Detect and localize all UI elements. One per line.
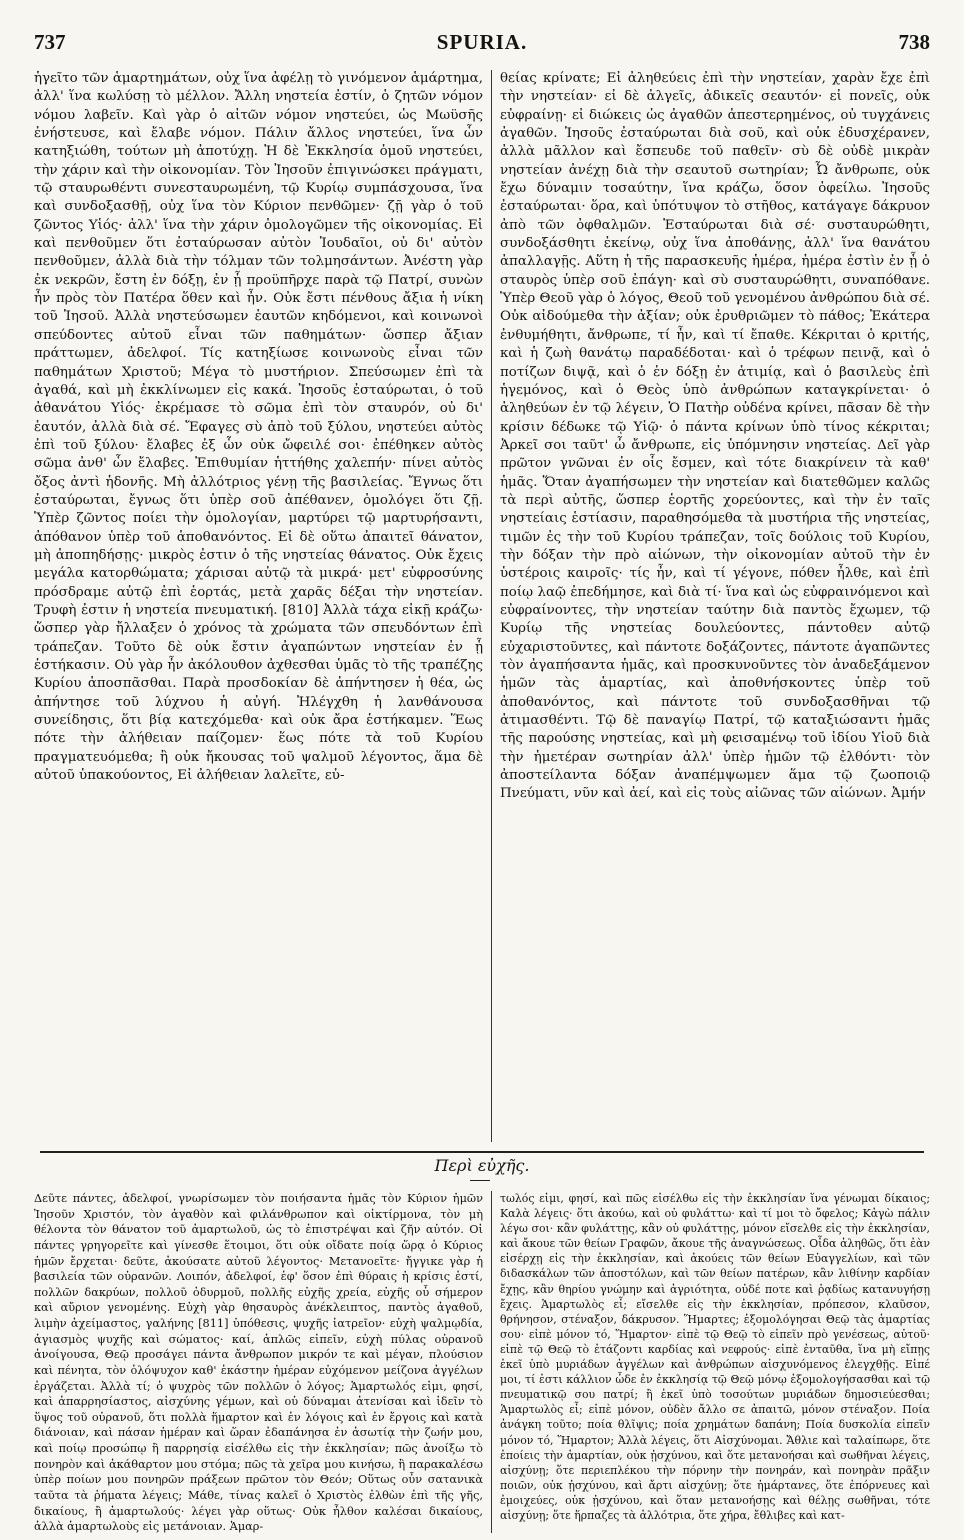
column-rule-lower (491, 1191, 492, 1533)
column-rule-upper (491, 70, 492, 1142)
lower-left-column (34, 1191, 483, 1536)
page-number-right: 738 (898, 30, 930, 54)
upper-left-text: ἡγεῖτο τῶν ἁμαρτημάτων, οὐχ ἵνα ἀφέλῃ τὸ γινόμενον ἁμάρτημα, ἀλλ' ἵνα κωλύσῃ τὸ μέλλον. Ἄλλη νηστεία ἐστίν, ὁ ζητῶν νόμον νόμου λαβεῖν. Καὶ γὰρ ὁ αἰτῶν νόμον νηστεύει, ὡς Μωϋσῆς ἐνήστευσε, καὶ ἔλαβε νόμον. Πάλιν ἄλλος νηστεύει, ἵνα ὧν κατηξιώθη, τούτων μὴ ἀποτύχῃ. Ἡ δὲ Ἐκκλησία ὁμοῦ νηστεύει, τὴν χάριν καὶ τὴν οἰκονομίαν. Τὸν Ἰησοῦν ἐπιγινώσκει πράγματι, τῷ σταυρωθέντι συνεσταυρωμένη, τῷ Κυρίῳ συμπάσχουσα, ἵνα καὶ συνδοξασθῇ, οὐχ ἵνα τὸν Κύριον πενθῶμεν· ζῇ γὰρ ὁ τοῦ ζῶντος Υἱός· ἀλλ' ἵνα τὴν χάριν ὁμολογῶμεν τῆς οἰκονομίας. Εἰ καὶ πενθοῦμεν ὅτι ἐσταύρωσαν αὐτὸν Ἰουδαῖοι, οὐ δι' αὐτὸν πενθοῦμεν, ἀλλὰ διὰ τὴν τόλμαν τῶν τολμησάντων. Ἀνέστη γὰρ ἐκ νεκρῶν, ἔστη ἐν δόξῃ, ἐν ᾗ προϋπῆρχε παρὰ τῷ Πατρί, συνὼν ἦν πρὸς τὸν Πατέρα ὅθεν καὶ ἦν. Οὐκ ἔστι πένθους ἄξια ἡ νίκη τοῦ Ἰησοῦ. Ἀλλὰ νηστεύσωμεν ἑαυτῶν κηδόμενοι, καὶ κοινωνοὶ σπεύδοντες αὐτοῦ εἶναι τῶν παθημάτων· ὥσπερ ἄξιαν πράττωμεν, ἀδελφοί. Τίς κατηξίωσε κοινωνοὺς εἶναι τῶν παθημάτων Χριστοῦ; Μέγα τὸ μυστήριον. Σπεύσωμεν ἐπὶ τὰ ἀγαθά, καὶ μὴ ἐκκλίνωμεν εἰς κακά. Ἰησοῦς ἐσταύρωται, ὁ τοῦ ἀθανάτου Υἱός· ἐκρέμασε τὸ σῶμα ἐπὶ τὸν σταυρόν, οὐ δι' ἑαυτόν, ἀλλὰ διὰ σέ. Ἔφαγες σὺ ἀπὸ τοῦ ξύλου, νηστεύει αὐτὸς ἐπὶ τοῦ ξύλου· ἔλαβες ἐξ ὧν οὐκ ὤφειλέ σοι· ἐπέθηκεν αὐτὸς σῶμα ἀνθ' ὧν ἔλαβες. Ἐπιθυμίαν ἡττήθης χαλεπήν· πίνει αὐτὸς ὄξος ἀντὶ ἡδονῆς. Μὴ ἀλλότριος γένῃ τῆς βασιλείας. Ἔγνως ὅτι ἐσταύρωται, ἔγνως ὅτι ὑπὲρ σοῦ ἀπέθανεν, ὁμολόγει ὅτι ζῇ. Ὑπὲρ ζῶντος ποίει τὴν ὁμολογίαν, μαρτύρει τῷ μαρτυρήσαντι, ἀπόθανον ὑπὲρ τοῦ ἀποθανόντος. Εἰ δὲ οὕτω ἀπαιτεῖ θάνατον, μὴ ἀποπηδήσῃς· μικρὸς ἐστιν ὁ τῆς νηστείας θάνατος. Οὐκ ἔχεις μεγάλα κατορθώματα; χάρισαι αὐτῷ τὰ μικρά· μετ' εὐφροσύνης πρόσδραμε αὐτῷ ἐπὶ ἑορτάς, μετὰ χαρᾶς δέξαι τὴν νηστείαν. Τρυφὴ ἐστιν ἡ νηστεία πνευματική. [810] Ἀλλὰ τάχα εἰκῇ κράζω· ὥσπερ γὰρ ἤλλαξεν ὁ χρόνος τὰ χρώματα τῶν σπευδόντων ἐπὶ τράπεζαν. Τοῦτο δὲ οὐκ ἔστιν ἀγαπώντων νηστείαν ἐν ᾗ ἑστήκασιν. Οὐ γὰρ ἦν ἀκόλουθον ἀχθεσθαι ὑμᾶς τὸ τῆς τραπέζης Κυρίου ἀποσπᾶσθαι. Παρὰ προσδοκίαν δὲ ἀπήντησεν ἡ θέα, ὡς ἀπήντησε τοῦ λύχνου ἡ αὐγή. Ἠλέγχθη ἡ λανθάνουσα συνείδησις, ὅτι βίᾳ κατεχόμεθα· καὶ οὐκ ἄρα ἑστήκαμεν. Ἕως πότε τὴν ἀλήθειαν παίζομεν· ἕως πότε τὰ τοῦ Κυρίου πραγματευόμεθα; ἢ οὐκ ἤκουσας τοῦ ψαλμοῦ λέγοντος, ἅμα δὲ αὐτοῦ ὑπακούοντος, Εἰ ἀλήθειαν λαλεῖτε, εὐ- (34, 71, 483, 784)
running-header (34, 30, 930, 60)
upper-left-column (34, 70, 483, 1140)
page-number-left: 737 (34, 30, 66, 54)
section-title-dash (470, 1180, 490, 1181)
upper-right-text: θείας κρίνατε; Εἰ ἀληθεύεις ἐπὶ τὴν νηστείαν, χαρὰν ἔχε ἐπὶ τὴν νηστείαν· εἰ δὲ ἀλγεῖς, ἀδικεῖς σεαυτόν· εἰ πονεῖς, οὐκ εὐφραίνῃ· εἰ διώκεις ὡς ἀγαθῶν ἀπεστερημένος, οὐ τυγχάνεις ἀγαθῶν. Ἰησοῦς ἐσταύρωται διὰ σοῦ, καὶ οὐκ ἐδυσχέρανεν, ἀλλὰ μᾶλλον καὶ ἔσπευδε τοῦ παθεῖν· σὺ δὲ οὐδὲ μικρὰν νηστείαν ἀνέχῃ διὰ τὴν σεαυτοῦ σωτηρίαν; Ὦ ἄνθρωπε, οὐκ ἔχω δύναμιν τοσαύτην, ἵνα κράζω, ὅσον ὀφείλω. Ἰησοῦς ἐσταύρωται· ὅρα, καὶ ὑπότυψον τὸ στῆθος, κατάγαγε δάκρυον ἀπὸ τῶν ὀφθαλμῶν. Ἐσταύρωται διὰ σέ· συσταυρώθητι, συνδοξάσθητι ἐκείνῳ, οὐχ ἵνα ἀποθάνῃς, ἀλλ' ἵνα θανάτου ἀπαλλαγῇς. Αὕτη ἡ τῆς παρασκευῆς ἡμέρα, ἡμέρα ἐστὶν ἐν ᾗ ὁ σταυρὸς ὑπὲρ σοῦ ἐπάγη· καὶ σὺ συσταυρώθητι, συναπόθανε. Ὑπὲρ Θεοῦ γὰρ ὁ λόγος, Θεοῦ τοῦ γενομένου ἀνθρώπου διὰ σέ. Οὐκ αἰδούμεθα τὴν ἀξίαν; οὐκ ἐρυθριῶμεν τὸ πάθος; Ἑκάτερα ἐνθυμήθητι, ἄνθρωπε, τί ἦν, καὶ τί ἔπαθε. Κέκριται ὁ κριτής, καὶ ἡ ζωὴ θανάτῳ παραδέδοται· καὶ ὁ τρέφων πεινᾷ, καὶ ὁ ποτίζων διψᾷ, καὶ ὁ ἐν δόξῃ ἐν ἀτιμίᾳ, καὶ ὁ βασιλεὺς ἐπὶ ἡγεμόνος, καὶ ὁ Θεὸς ὑπὸ ἀνθρώπων καταγκρίνεται· ὁ ἀληθεύων ἐν τῷ λέγειν, Ὁ Πατὴρ οὐδένα κρίνει, πᾶσαν δὲ τὴν κρίσιν δέδωκε τῷ Υἱῷ· ὁ πάντα κρίνων ὑπὸ τίνος κέκριται; Ἀρκεῖ σοι ταῦτ' ὦ ἄνθρωπε, εἰς ὑπόμνησιν νηστείας. Δεῖ γὰρ πρῶτον γνῶναι ἐν οἷς ἔσμεν, καὶ τότε διακρίνειν τὰ καθ' ἡμᾶς. Ὅταν ἀγαπήσωμεν τὴν νηστείαν καὶ διατεθῶμεν καλῶς τὰ περὶ αὐτῆς, ὥσπερ ἑορτῆς χορεύοντες, καὶ τὴν ἐν ταῖς νηστείαις ἑστίασιν, παραθησόμεθα τὰ μυστήρια τῆς νηστείας, τιμῶν ἐς τὴν τοῦ Κυρίου τράπεζαν, τοῖς δούλοις τοῦ Κυρίου, τὴν δόξαν τὴν πρὸ αἰώνων, τὴν οἰκονομίαν αὐτοῦ τὴν ἐν ὑστέροις καιροῖς· τίς ἦν, καὶ τί γέγονε, πόθεν ἦλθε, καὶ ἐπὶ ποίῳ λαῷ ἐπεδήμησε, καὶ διὰ τί· ἵνα καὶ ὡς εὐφραινόμενοι καὶ εὐφραίνοντες, τὴν νηστείαν ταύτην διὰ παντὸς ἔχωμεν, τῷ Κυρίῳ τῆς νηστείας δουλεύοντες, πάντοθεν αὐτῷ εὐχαριστοῦντες, καὶ πάντοτε δοξάζοντες, πάντοτε ἀγαπῶντες τὸν ἀγαπήσαντα ἡμᾶς, καὶ προσκυνοῦντες τὸν ἀναδεξάμενον ἡμῶν τὰς ἁμαρτίας, καὶ ἀποθνήσκοντες ὑπὲρ τοῦ ἀποθανόντος, καὶ πάντοτε τοῦ συνδοξασθῆναι τῷ ἀτιμασθέντι. Τῷ δὲ παναγίῳ Πατρί, τῷ καταξιώσαντι ἡμᾶς τῆς παρούσης νηστείας, καὶ μὴ φεισαμένῳ τοῦ ἰδίου Υἱοῦ διὰ τὴν ἡμετέραν σωτηρίαν ἀλλ' ὑπὲρ ἡμῶν τῷ ἐλθόντι· τὸν ἀποστείλαντα δόξαν ἀναπέμψωμεν ἅμα τῷ ζωοποιῷ Πνεύματι, νῦν καὶ ἀεί, καὶ εἰς τοὺς αἰῶνας τῶν αἰώνων. Ἀμήν (500, 71, 930, 802)
lower-right-text: τωλός εἰμι, φησί, καὶ πῶς εἰσέλθω εἰς τὴν ἐκκλησίαν ἵνα γένωμαι δίκαιος; Καλὰ λέγεις· ὅτι ἀκούω, καὶ οὐ φυλάττω· καὶ τί μοι τὸ ὄφελος; Κἀγὼ πάλιν λέγω σοι· κἂν φυλάττῃς, κἂν οὐ φυλάττῃς, μόνον εἴσελθε εἰς τὴν ἐκκλησίαν, καὶ ἄκουε τῶν θείων Γραφῶν, ἄκουε τῆς ἀναγνώσεως. Οἶδα ἀληθῶς, ὅτι ἐὰν εἰσέρχῃ εἰς τὴν ἐκκλησίαν, καὶ ἀκούεις τῶν θείων Εὐαγγελίων, καὶ τῶν διδασκάλων τῶν ἀποστόλων, καὶ τῶν θείων πατέρων, κἂν λιθίνην καρδίαν ἔχῃς, κἂν θηρίου γνώμην καὶ ἀγριότητα, οὐδέ ποτε καὶ ῥᾳδίως κατανυγήσῃ ἔχεις. Ἁμαρτωλὸς εἶ; εἴσελθε εἰς τὴν ἐκκλησίαν, πρόπεσον, κλαῦσον, θρήνησον, στέναξον, δάκρυσον. Ἥμαρτες; ἐξομολόγησαι Θεῷ τὰς ἁμαρτίας σου· εἰπὲ μόνον τό, Ἥμαρτον· εἰπὲ τῷ Θεῷ τὸ εἰπεῖν πρὸ γενέσεως, αὐτοῦ· εἰπὲ τῷ Θεῷ τὸ ἐτάζοντι καρδίας καὶ νεφρούς· εἰπὲ ἐνταῦθα, ἵνα μὴ εἴπῃς ἐκεῖ ὑπὸ μυριάδων ἀγγέλων καὶ ἀνθρώπων αἰσχυνόμενος ἐλεγχθῇς. Εἰπέ μοι, τί ἐστι κάλλιον ὧδε ἐν ἐκκλησίᾳ τῷ Θεῷ μόνῳ ἐξομολογήσασθαι καὶ τῷ πνευματικῷ σου πατρί; ἢ ἐκεῖ ὑπὸ τοσούτων μυριάδων δημοσιεύεσθαι; Ἁμαρτωλὸς εἶ; εἰπὲ μόνον, οὐδὲν ἄλλο σε ἀπαιτῶ, μόνον στέναξον. Ποία ἀνάγκη τοῦτο; ποία θλῖψις; ποία χρημάτων δαπάνη; Ποία δυσκολία εἰπεῖν μόνον τό, Ἥμαρτον; Ἀλλὰ λέγεις, ὅτι Αἰσχύνομαι. Ἄθλιε καὶ ταλαίπωρε, ὅτε ἐποίεις τὴν ἁμαρτίαν, οὐκ ᾐσχύνου, καὶ ὅτε μετανοήσαι καὶ σωθῆναι λέγεις, αἰσχύνῃ; ὅτε περιεπλέκου τὴν πόρνην τὴν πονηράν, καὶ πονηρὰν πρᾶξιν ποιῶν, οὐκ ᾐσχύνου, καὶ ἄρτι αἰσχύνῃ; ὅτε ἡμάρτανες, ὅτε ἐπόρνευες καὶ ἐμοιχεύες, οὐκ ᾐσχύνου, καὶ ὅταν μετανοήσῃς καὶ θέλῃς σωθῆναι, τότε αἰσχύνῃ; ὅτε ἥρπαζες τὰ ἀλλότρια, ὅτε χήρα, ἔθλιβες καὶ κατ- (500, 1192, 930, 1522)
lower-right-column (500, 1191, 930, 1536)
section-title: Περὶ εὐχῆς. (434, 1156, 530, 1175)
running-title: SPURIA. (436, 30, 528, 54)
section-divider (40, 1151, 924, 1153)
upper-right-column (500, 70, 930, 1140)
lower-left-text: Δεῦτε πάντες, ἀδελφοί, γνωρίσωμεν τὸν ποιήσαντα ἡμᾶς τὸν Κύριον ἡμῶν Ἰησοῦν Χριστόν, τὸν ἀγαθὸν καὶ φιλάνθρωπον καὶ οἰκτίρμονα, τὸν μὴ θέλοντα τὸν θάνατον τοῦ ἁμαρτωλοῦ, ὡς τὸ ἐπιστρέψαι καὶ ζῆν αὐτόν. Οἱ πάντες γρηγορεῖτε καὶ γίνεσθε ἕτοιμοι, ὅτι οὐκ οἴδατε ποίᾳ ὥρᾳ ὁ Κύριος ἡμῶν ἔρχεται· δεῦτε, ἀκούσατε αὐτοῦ λέγοντος· Μετανοεῖτε· ἤγγικε γὰρ ἡ βασιλεία τῶν οὐρανῶν. Λοιπόν, ἀδελφοί, ἐφ' ὅσον ἐπὶ θύραις ἡ κρίσις ἐστί, πολλῶν δακρύων, πολλοῦ ὀδυρμοῦ, πολλῆς εὐχῆς χρεία, εὐχῆς οὗ σήμερον καὶ αὔριον γενομένης. Εὐχὴ γὰρ θησαυρὸς ἀνέκλειπτος, παντὸς ἀγαθοῦ, λιμὴν ἀχείμαστος, γαλήνης [811] ὑπόθεσις, ψυχῆς ἰατρεῖον· εὐχὴ ψαλμῳδία, ἁγιασμὸς ψυχῆς καὶ σώματος· καί, ἁπλῶς εἰπεῖν, εὐχὴ πύλας οὐρανοῦ ἀνοίγουσα, Θεῷ προσάγει πάντα ἄνθρωπον μικρόν τε καὶ μέγαν, πλούσιον καὶ πένητα, τὸν ὁλόψυχον καθ' ἑκάστην ἡμέραν εὐχόμενον μείζονα ἀγγέλων ἐργάζεται. Ἀλλὰ τί; ὁ ψυχρὸς τῶν πολλῶν ὁ λόγος; Ἁμαρτωλός εἰμι, φησί, καὶ ἀπαρρησίαστος, αἰσχύνης γέμων, καὶ οὐ δύναμαι ἀτενίσαι καὶ ἰδεῖν τὸ ὕψος τοῦ οὐρανοῦ, ὅτι πολλὰ ἥμαρτον καὶ ἐν λόγοις καὶ ἐν ἔργοις καὶ κατὰ διάνοιαν, καὶ πάσαν ἡμέραν καὶ ὥραν ἐδαπάνησα ἐν ἀσωτίᾳ τὴν ζωήν μου, καὶ ποίῳ προσώπῳ ἢ παρρησίᾳ εἰσέλθω εἰς τὴν ἐκκλησίαν; πῶς ἀνοίξω τὸ πονηρὸν καὶ ἀκάθαρτον μου στόμα; πῶς τὰ χεῖρα μου κινήσω, ἢ παρακαλέσω ὑπὲρ ποίων μου πονηρῶν πράξεων πρῶτον τὸν Θεόν; Οὕτως οὖν σατανικὰ ταῦτα τὰ ῥήματα λέγεις; Μάθε, τίνας καλεῖ ὁ Χριστὸς ἐλθὼν ἐπὶ τῆς γῆς, δικαίους, ἢ ἁμαρτωλούς· λέγει γὰρ οὕτως· Οὐκ ἦλθον καλέσαι δικαίους, ἀλλὰ ἁμαρτωλοὺς εἰς μετάνοιαν. Ἁμαρ- (34, 1192, 483, 1534)
